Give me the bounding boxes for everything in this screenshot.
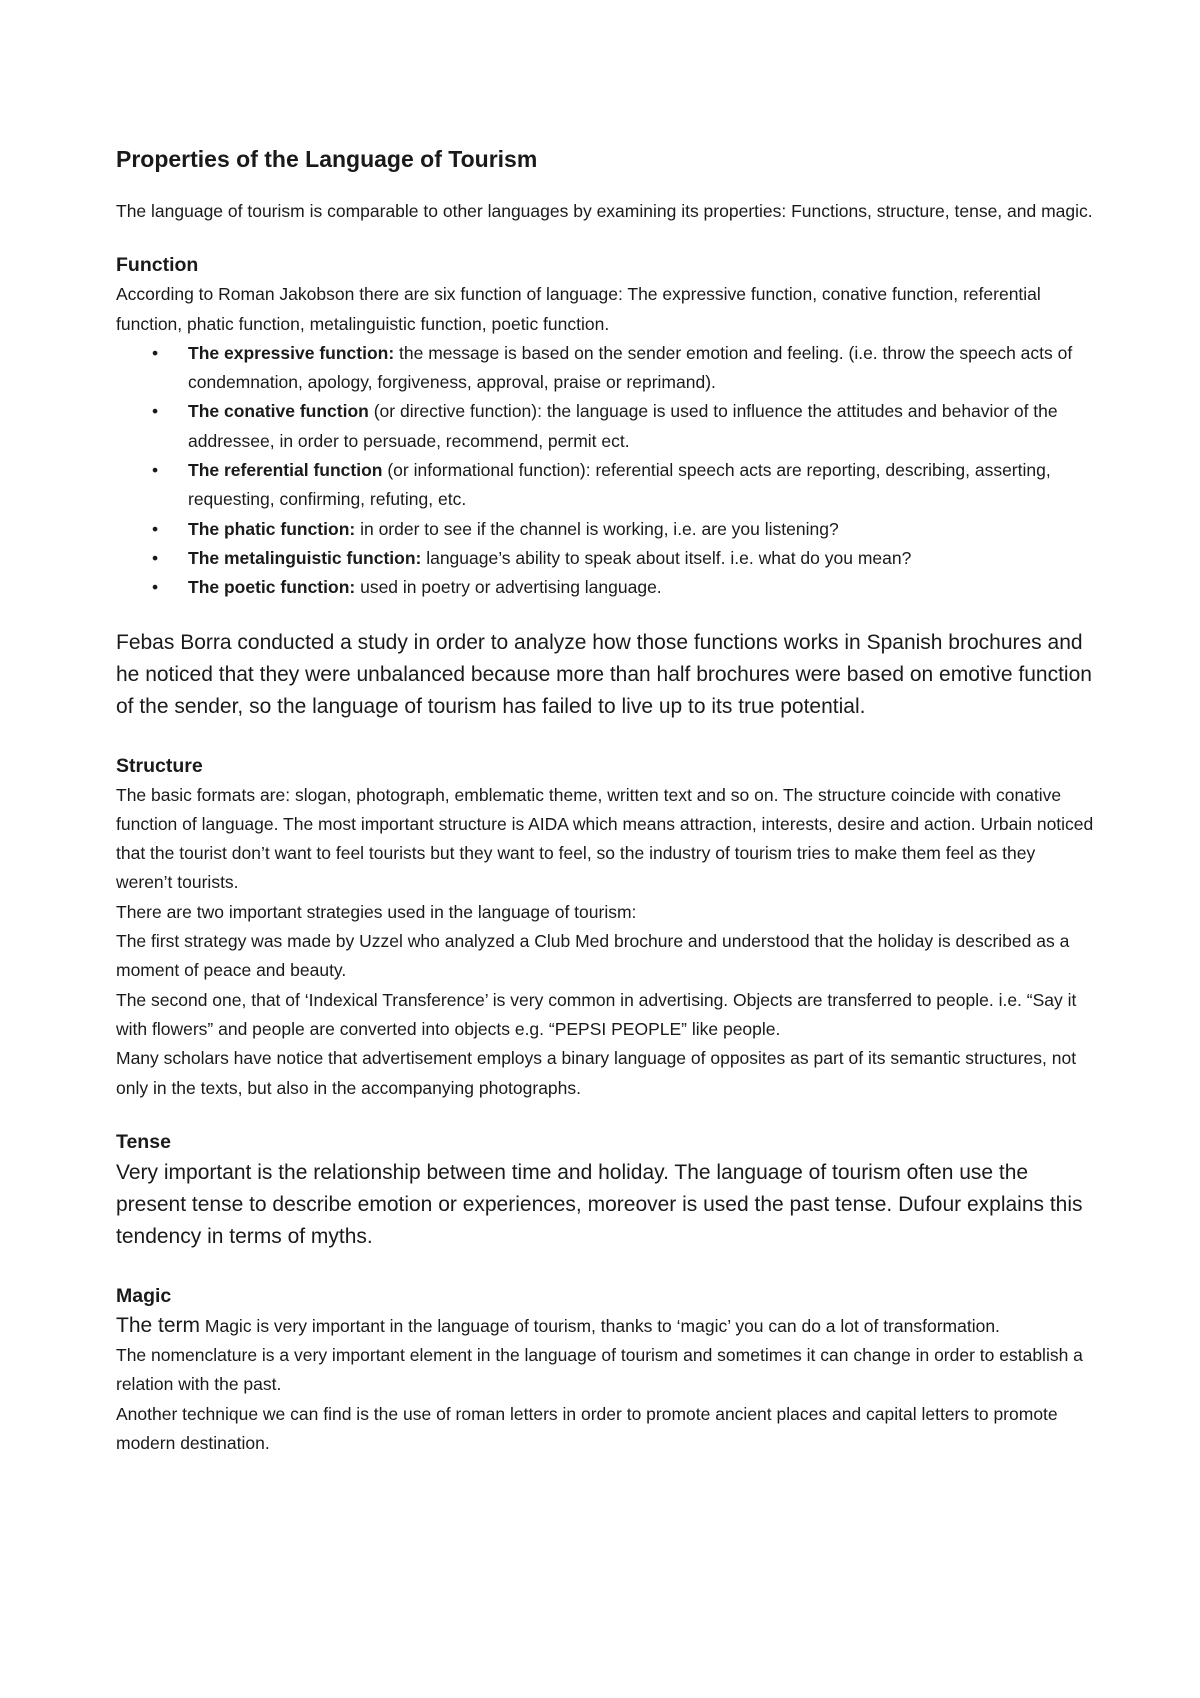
structure-paragraph-1: The basic formats are: slogan, photograph, emblematic theme, written text and so on. The structure coincide with conative function of language. The most important structure is AIDA which means attraction, interests, desire and action. Urbain noticed that the tourist don’t want to feel tourists but they want to feel, so the industry of tourism tries to make them feel as they weren’t tourists. xyxy=(116,784,1094,893)
magic-paragraph-2: The nomenclature is a very important element in the language of tourism and sometimes it can change in order to establish a relation with the past. xyxy=(116,1345,1083,1395)
intro-paragraph: The language of tourism is comparable to other languages by examining its properties: Functions, structure, tense, and magic. xyxy=(116,201,1093,221)
bullet-icon: • xyxy=(152,518,159,539)
structure-paragraph-3: The first strategy was made by Uzzel who analyzed a Club Med brochure and understood that the holiday is described as a moment of peace and beauty. xyxy=(116,931,1070,981)
structure-paragraph-4: The second one, that of ‘Indexical Transference’ is very common in advertising. Objects are transferred to people. i.e. “Say it with flowers” and people are converted into objects e.g. “PEPSI PEOPLE” like people. xyxy=(116,989,1077,1039)
function-intro: According to Roman Jakobson there are six function of language: The expressive function, conative function, referential function, phatic function, metalinguistic function, poetic function. xyxy=(116,284,1041,334)
document-page xyxy=(116,142,1096,1458)
bullet-icon: • xyxy=(152,577,159,598)
list-item: • The expressive function: the message is based on the sender emotion and feeling. (i.e. throw the speech acts of condemnation, apology, forgiveness, approval, praise or reprimand). xyxy=(116,339,1096,398)
function-heading: Function xyxy=(116,254,199,277)
structure-paragraph-2: There are two important strategies used in the language of tourism: xyxy=(116,901,637,922)
structure-heading: Structure xyxy=(116,754,203,777)
bullet-icon: • xyxy=(152,547,159,568)
magic-paragraph-3: Another technique we can find is the use of roman letters in order to promote ancient places and capital letters to promote modern destination. xyxy=(116,1403,1058,1454)
magic-paragraph-1: The term Magic is very important in the language of tourism, thanks to ‘magic’ you can do a lot of transformation. xyxy=(116,1313,1000,1337)
structure-paragraph-5: Many scholars have notice that advertisement employs a binary language of opposites as part of its semantic structures, not only in the texts, but also in the accompanying photographs. xyxy=(116,1048,1077,1098)
list-item: • The poetic function: used in poetry or advertising language. xyxy=(116,573,1096,602)
list-item: • The phatic function: in order to see if the channel is working, i.e. are you listening? xyxy=(116,515,1096,544)
bullet-icon: • xyxy=(152,460,159,481)
list-item: • The conative function (or directive function): the language is used to influence the attitudes and behavior of the addressee, in order to persuade, recommend, permit ect. xyxy=(116,397,1096,456)
list-item: • The referential function (or informational function): referential speech acts are reporting, describing, asserting, requesting, confirming, refuting, etc. xyxy=(116,456,1096,515)
magic-heading: Magic xyxy=(116,1284,172,1307)
document-title: Properties of the Language of Tourism xyxy=(116,146,538,172)
study-paragraph: Febas Borra conducted a study in order to analyze how those functions works in Spanish brochures and he noticed that they were unbalanced because more than half brochures were based on emotive function of the sender, so the language of tourism has failed to live up to its true potential. xyxy=(116,630,1092,718)
function-list xyxy=(116,339,1096,603)
list-item: • The metalinguistic function: language’s ability to speak about itself. i.e. what do you mean? xyxy=(116,544,1096,573)
bullet-icon: • xyxy=(152,342,159,363)
tense-paragraph: Very important is the relationship between time and holiday. The language of tourism often use the present tense to describe emotion or experiences, moreover is used the past tense. Dufour explains this tendency in terms of myths. xyxy=(116,1160,1083,1248)
tense-heading: Tense xyxy=(116,1130,171,1153)
bullet-icon: • xyxy=(152,401,159,422)
